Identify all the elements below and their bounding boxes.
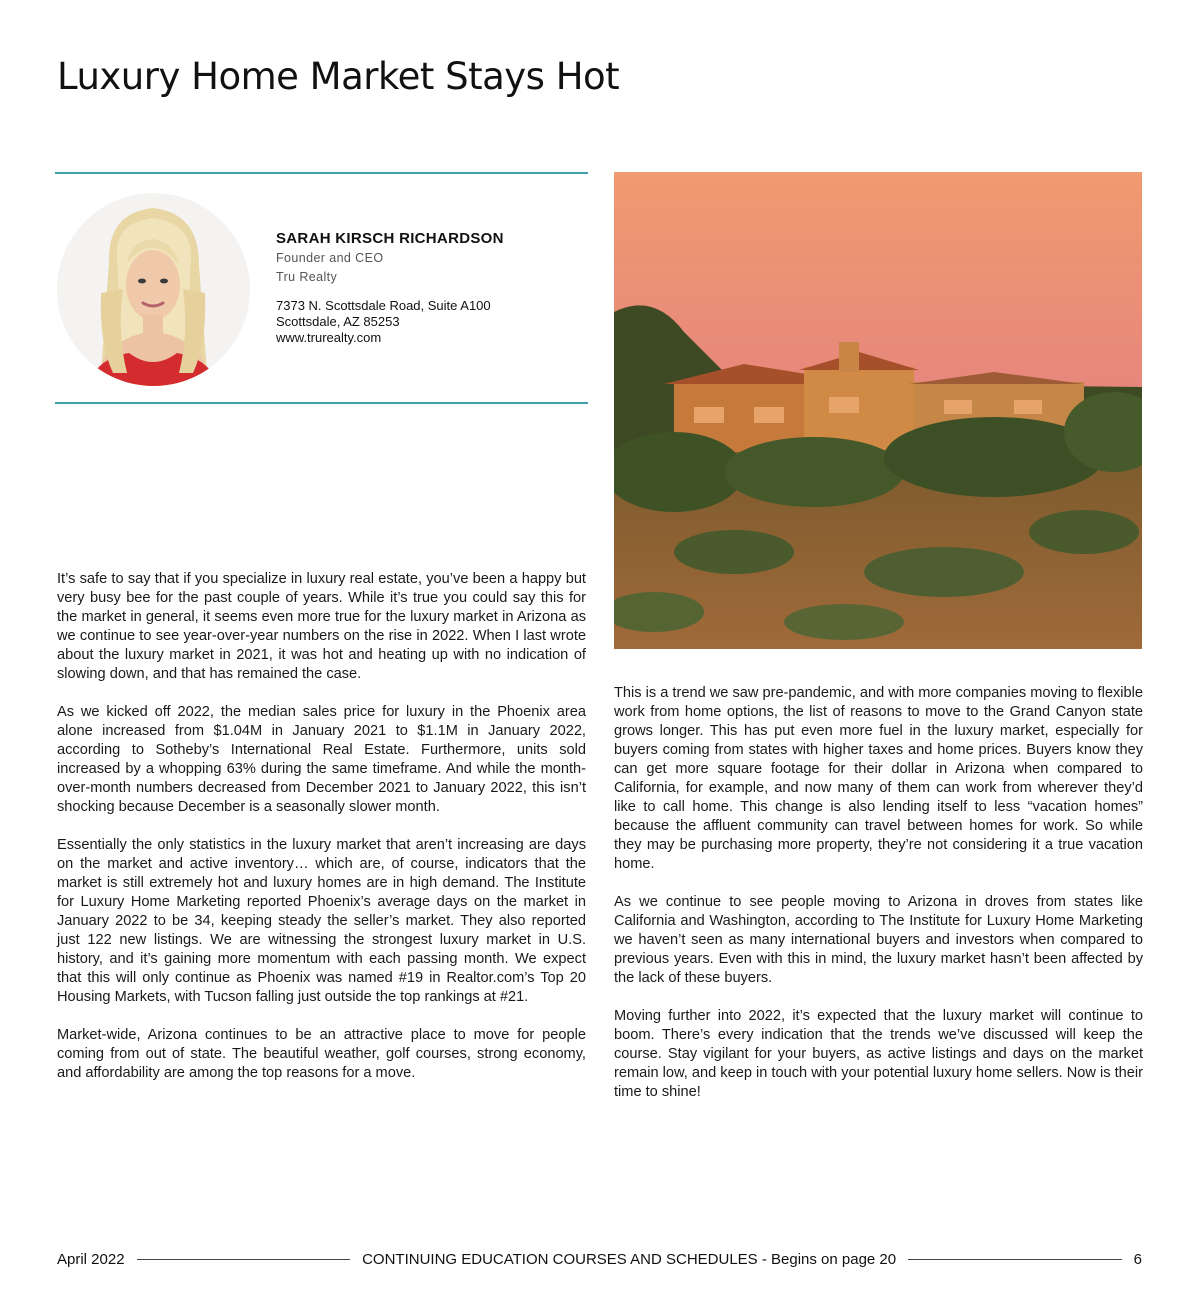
luxury-home-photo bbox=[614, 172, 1142, 649]
page-title: Luxury Home Market Stays Hot bbox=[57, 55, 620, 98]
article-paragraph: As we continue to see people moving to Arizona in droves from states like California and Washington, according to The Institute for Luxury Home Marketing we haven’t seen as many international buyers and investors when compared to previous years. Even with this in mind, the luxury market hasn’t been affected by the lack of these buyers. bbox=[614, 894, 1143, 986]
bottom-divider bbox=[55, 402, 588, 404]
article-paragraph: Essentially the only statistics in the luxury market that aren’t increasing are days on the market and active inventory… which are, of course, indicators that the market is still extremely hot and luxury homes are in high demand. The Institute for Luxury Home Marketing reported Phoenix’s average days on the market in January 2022 to be 34, keeping steady the seller’s market. They also reported just 122 new listings. We are witnessing the strongest luxury market in U.S. history, and it’s gaining more momentum with each passing month. We expect that this will only continue as Phoenix was named #19 in Realtor.com’s Top 20 Housing Markets, with Tucson falling just outside the top rankings at #21. bbox=[57, 837, 586, 1005]
footer-rule-right bbox=[908, 1259, 1122, 1260]
page-number: 6 bbox=[1133, 1250, 1142, 1268]
article-paragraph: This is a trend we saw pre-pandemic, and with more companies moving to flexible work from home options, the list of reasons to move to the Grand Canyon state grows longer. This has put even more fuel in the luxury market, especially for buyers coming from states with higher taxes and home prices. Buyers know they can get more square footage for their dollar in Arizona when compared to California, for example, and now many of them can work from wherever they’d like to call home. This change is also lending itself to less “vacation homes” because the affluent community can travel between homes for work. So while they may be purchasing more property, they’re not considering it a true vacation home. bbox=[614, 685, 1143, 872]
author-name: SARAH KIRSCH RICHARDSON bbox=[276, 230, 504, 247]
author-company: Tru Realty bbox=[276, 270, 338, 284]
page-footer bbox=[57, 1248, 1142, 1270]
article-paragraph: Moving further into 2022, it’s expected that the luxury market will continue to boom. There’s every indication that the trends we’ve discussed will keep the course. Stay vigilant for your buyers, as active listings and days on the market remain low, and keep in touch with your potential luxury home sellers. Now is their time to shine! bbox=[614, 1008, 1143, 1100]
article-column-right bbox=[614, 684, 1143, 1121]
footer-center-text: CONTINUING EDUCATION COURSES AND SCHEDULES - Begins on page 20 bbox=[362, 1250, 897, 1268]
author-portrait bbox=[57, 193, 250, 386]
author-website[interactable]: www.trurealty.com bbox=[276, 330, 382, 345]
author-address bbox=[276, 298, 576, 346]
footer-rule-left bbox=[137, 1259, 351, 1260]
article-paragraph: It’s safe to say that if you specialize in luxury real estate, you’ve been a happy but very busy bee for the past couple of years. While it’s true you could say this for the market in general, it seems even more true for the luxury market in Arizona as we continue to see year-over-year numbers on the rise in 2022. When I last wrote about the luxury market in 2021, it was hot and heating up with no indication of slowing down, and that has remained the case. bbox=[57, 571, 586, 682]
author-role: Founder and CEO bbox=[276, 251, 384, 265]
article-paragraph: Market-wide, Arizona continues to be an attractive place to move for people coming from out of state. The beautiful weather, golf courses, strong economy, and affordability are among the top reasons for a move. bbox=[57, 1027, 586, 1081]
article-paragraph: As we kicked off 2022, the median sales price for luxury in the Phoenix area alone increased from $1.04M in January 2021 to $1.1M in January 2022, according to Sotheby’s International Real Estate. Furthermore, units sold increased by a whopping 63% during the same timeframe. And while the month-over-month numbers decreased from December 2021 to January 2022, this isn’t shocking because December is a seasonally slower month. bbox=[57, 704, 586, 815]
address-line-2: Scottsdale, AZ 85253 bbox=[276, 314, 400, 329]
article-column-left bbox=[57, 570, 586, 1102]
author-block bbox=[276, 229, 576, 346]
address-line-1: 7373 N. Scottsdale Road, Suite A100 bbox=[276, 298, 491, 313]
footer-date: April 2022 bbox=[57, 1250, 125, 1268]
top-divider bbox=[55, 172, 588, 174]
